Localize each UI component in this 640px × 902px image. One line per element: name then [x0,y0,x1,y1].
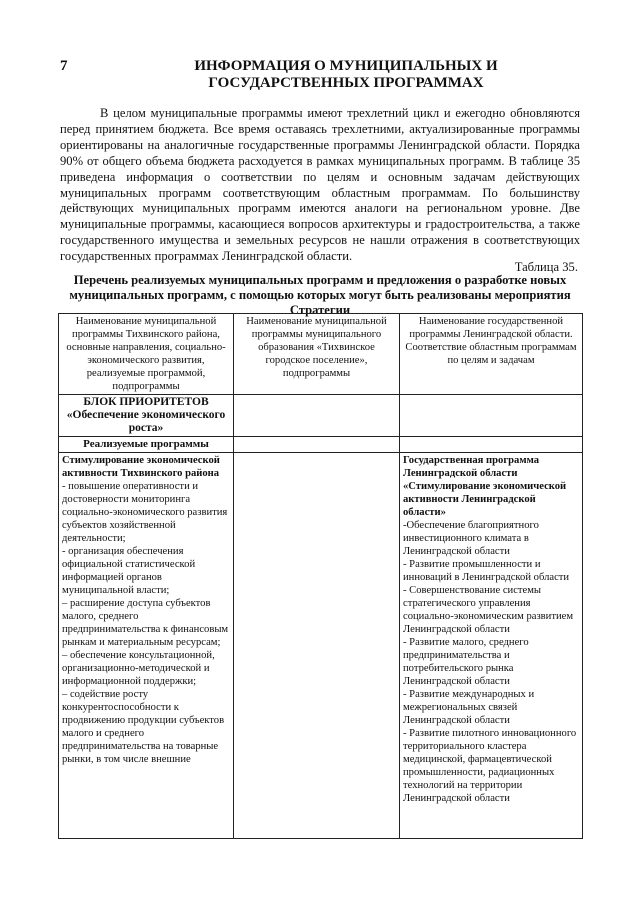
table-row [59,453,583,839]
municipal-program-item: – содействие росту конкурентоспособности к продвижению продукции субъектов малого и среднего предпринимательства на товарные рынки, в том числе внешние [62,689,225,765]
table-header-row [59,314,583,395]
state-program-item: - Развитие промышленности и инноваций в Ленинградской области [403,559,570,583]
section-title: ИНФОРМАЦИЯ О МУНИЦИПАЛЬНЫХ И ГОСУДАРСТВЕННЫХ ПРОГРАММАХ [194,58,498,91]
empty-cell [400,437,583,453]
realized-programs-label: Реализуемые программы [59,437,234,453]
intro-paragraph: В целом муниципальные программы имеют трехлетний цикл и ежегодно обновляются перед принятием бюджета. Все время оставаясь трехлетними, актуализированные программы ориентированы на аналогичные государственные программы Ленинградской области. Порядка 90% от общего объема бюджета расходуется в рамках муниципальных программ. В таблице 35 приведена информация о соответствии по целям и основным задачам действующих муниципальных программ соответствующим областным программам. По большинству действующих муниципальных программ имеются аналоги на региональном уровне. Две муниципальные программы, касающиеся вопросов архитектуры и градостроительства, а также государственного имущества и земельных ресурсов не нашли отражения в соответствующих государственных программах Ленинградской области. [60,106,580,264]
empty-cell [234,453,400,839]
municipal-program-cell [59,453,234,839]
empty-cell [234,437,400,453]
header-municipal-district: Наименование муниципальной программы Тихвинского района, основные направления, социально-экономического развития, реализуемые программой, подпрограммы [59,314,234,395]
programs-table [58,313,583,839]
realized-row [59,437,583,453]
municipal-program-item: - повышение оперативности и достоверности мониторинга социально-экономического развития субъектов хозяйственной деятельности; [62,481,228,544]
header-municipal-settlement: Наименование муниципальной программы муниципального образования «Тихвинское городское поселение», подпрограммы [234,314,400,395]
table-caption: Перечень реализуемых муниципальных программ и предложения о разработке новых муниципальных программ, с помощью которых могут быть реализованы мероприятия Стратегии [69,273,571,317]
state-program-item: - Развитие малого, среднего предпринимательства и потребительского рынка Ленинградской области [403,637,529,687]
municipal-program-title: Стимулирование экономической активности Тихвинского района [62,455,220,479]
municipal-program-item: - организация обеспечения официальной статистической информацией органов муниципальной власти; [62,546,196,596]
empty-cell [400,395,583,437]
state-program-item: - Совершенствование системы стратегического управления социально-экономическим развитием Ленинградской области [403,585,574,635]
state-program-title: Государственная программа Ленинградской области «Стимулирование экономической активности Ленинградской области» [403,455,567,518]
block-title: «Обеспечение экономического роста» [66,409,226,434]
municipal-program-item: – расширение доступа субъектов малого, среднего предпринимательства к финансовым рынкам и материальным ресурсам; [62,598,229,648]
empty-cell [234,395,400,437]
section-heading [60,58,580,92]
state-program-item: -Обеспечение благоприятного инвестиционного климата в Ленинградской области [403,520,539,557]
table-number-label: Таблица 35. [514,260,578,274]
section-number: 7 [60,58,68,74]
header-state-program: Наименование государственной программы Ленинградской области. Соответствие областным программам по целям и задачам [400,314,583,395]
municipal-program-item: – обеспечение консультационной, организационно-методической и информационной поддержки; [62,650,215,687]
block-cell [59,395,234,437]
state-program-item: - Развитие пилотного инновационного территориального кластера медицинской, фармацевтической промышленности, радиационных технологий на территории Ленинградской области [403,728,577,804]
block-label: БЛОК ПРИОРИТЕТОВ [83,396,209,408]
state-program-item: - Развитие международных и межрегиональных связей Ленинградской области [403,689,535,726]
state-program-cell [400,453,583,839]
block-row [59,395,583,437]
